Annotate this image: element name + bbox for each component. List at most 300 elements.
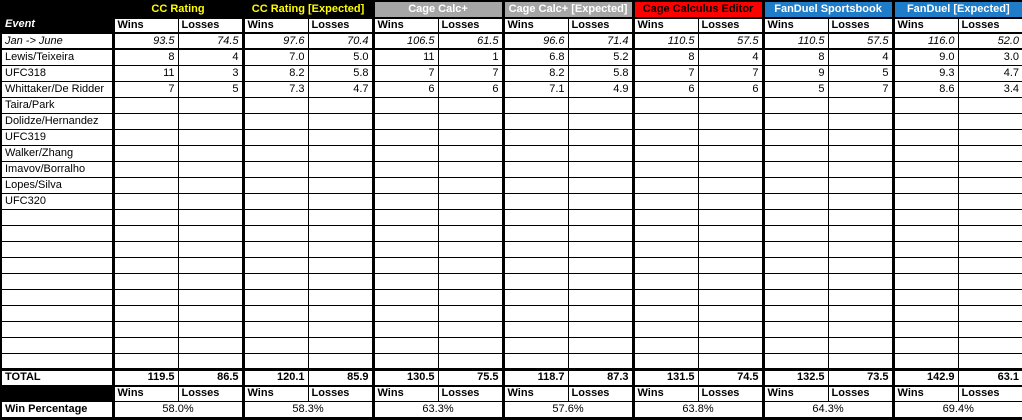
losses-cell[interactable] [698, 337, 763, 353]
wins-cell[interactable]: 7.1 [503, 81, 568, 97]
losses-cell[interactable] [568, 97, 633, 113]
wins-cell[interactable]: 8.2 [243, 65, 308, 81]
losses-cell[interactable] [308, 321, 373, 337]
losses-cell[interactable] [178, 273, 243, 289]
wins-cell[interactable] [763, 353, 828, 369]
total-losses-cell[interactable]: 73.5 [828, 369, 893, 386]
wins-cell[interactable] [113, 289, 178, 305]
wins-cell[interactable] [503, 305, 568, 321]
losses-cell[interactable] [828, 241, 893, 257]
wins-cell[interactable] [113, 129, 178, 145]
wins-cell[interactable] [633, 225, 698, 241]
wins-cell[interactable] [763, 145, 828, 161]
losses-cell[interactable] [958, 257, 1022, 273]
losses-cell[interactable] [568, 161, 633, 177]
losses-cell[interactable] [178, 145, 243, 161]
losses-cell[interactable] [178, 161, 243, 177]
losses-cell[interactable] [438, 353, 503, 369]
losses-cell[interactable] [958, 113, 1022, 129]
wins-cell[interactable] [893, 273, 958, 289]
losses-cell[interactable] [308, 257, 373, 273]
losses-cell[interactable] [828, 161, 893, 177]
losses-cell[interactable] [178, 241, 243, 257]
losses-cell[interactable] [438, 161, 503, 177]
losses-cell[interactable] [438, 257, 503, 273]
losses-cell[interactable] [568, 321, 633, 337]
wins-cell[interactable]: 97.6 [243, 33, 308, 49]
event-label-blank[interactable] [1, 241, 113, 257]
losses-cell[interactable]: 4 [828, 49, 893, 65]
wins-cell[interactable] [373, 257, 438, 273]
wins-cell[interactable]: 8 [763, 49, 828, 65]
wins-cell[interactable] [113, 113, 178, 129]
wins-cell[interactable] [113, 337, 178, 353]
losses-cell[interactable] [828, 321, 893, 337]
event-label-imavov-borralho[interactable]: Imavov/Borralho [1, 161, 113, 177]
wins-cell[interactable] [243, 97, 308, 113]
losses-cell[interactable] [698, 353, 763, 369]
wins-cell[interactable] [763, 225, 828, 241]
losses-cell[interactable] [568, 305, 633, 321]
wins-cell[interactable] [893, 209, 958, 225]
losses-cell[interactable] [698, 97, 763, 113]
losses-header[interactable]: Losses [178, 386, 243, 401]
losses-cell[interactable] [958, 305, 1022, 321]
losses-cell[interactable] [698, 273, 763, 289]
wins-cell[interactable]: 106.5 [373, 33, 438, 49]
losses-cell[interactable]: 6 [438, 81, 503, 97]
losses-cell[interactable] [568, 209, 633, 225]
losses-cell[interactable] [308, 193, 373, 209]
losses-cell[interactable] [438, 289, 503, 305]
losses-cell[interactable] [958, 337, 1022, 353]
wins-cell[interactable] [373, 193, 438, 209]
wins-header[interactable]: Wins [633, 18, 698, 33]
losses-cell[interactable]: 6 [698, 81, 763, 97]
event-label-blank[interactable] [1, 225, 113, 241]
wins-cell[interactable] [503, 353, 568, 369]
wins-cell[interactable] [113, 177, 178, 193]
event-label-dolidze-hernandez[interactable]: Dolidze/Hernandez [1, 113, 113, 129]
wins-cell[interactable] [373, 177, 438, 193]
losses-cell[interactable] [308, 337, 373, 353]
wins-cell[interactable] [893, 257, 958, 273]
wins-cell[interactable] [503, 161, 568, 177]
wins-cell[interactable] [763, 273, 828, 289]
wins-cell[interactable] [113, 209, 178, 225]
losses-cell[interactable] [178, 193, 243, 209]
wins-cell[interactable] [503, 97, 568, 113]
wins-cell[interactable] [763, 305, 828, 321]
losses-header[interactable]: Losses [958, 386, 1022, 401]
total-wins-cell[interactable]: 132.5 [763, 369, 828, 386]
wins-cell[interactable] [113, 193, 178, 209]
losses-header[interactable]: Losses [178, 18, 243, 33]
losses-cell[interactable] [438, 305, 503, 321]
wins-cell[interactable] [373, 225, 438, 241]
wins-cell[interactable] [503, 321, 568, 337]
losses-cell[interactable] [438, 241, 503, 257]
event-label-blank[interactable] [1, 273, 113, 289]
wins-cell[interactable] [373, 241, 438, 257]
wins-cell[interactable] [113, 353, 178, 369]
losses-cell[interactable] [178, 289, 243, 305]
losses-cell[interactable]: 4.7 [958, 65, 1022, 81]
losses-cell[interactable] [568, 193, 633, 209]
wins-cell[interactable] [113, 97, 178, 113]
wins-cell[interactable] [113, 305, 178, 321]
losses-cell[interactable] [958, 225, 1022, 241]
wins-cell[interactable] [243, 113, 308, 129]
wins-cell[interactable] [243, 193, 308, 209]
losses-cell[interactable] [698, 145, 763, 161]
losses-cell[interactable] [958, 177, 1022, 193]
losses-cell[interactable] [958, 353, 1022, 369]
event-label-lopes-silva[interactable]: Lopes/Silva [1, 177, 113, 193]
wins-cell[interactable] [893, 161, 958, 177]
wins-cell[interactable] [113, 257, 178, 273]
total-wins-cell[interactable]: 119.5 [113, 369, 178, 386]
losses-cell[interactable] [698, 257, 763, 273]
losses-cell[interactable] [308, 209, 373, 225]
footer-spacer-cell[interactable] [1, 386, 113, 401]
wins-cell[interactable]: 6 [633, 81, 698, 97]
wins-header[interactable]: Wins [893, 386, 958, 401]
losses-cell[interactable] [698, 129, 763, 145]
losses-cell[interactable] [308, 353, 373, 369]
wins-cell[interactable] [113, 273, 178, 289]
wins-cell[interactable] [763, 193, 828, 209]
wins-cell[interactable] [633, 193, 698, 209]
total-wins-cell[interactable]: 118.7 [503, 369, 568, 386]
total-losses-cell[interactable]: 86.5 [178, 369, 243, 386]
event-label-blank[interactable] [1, 353, 113, 369]
total-wins-cell[interactable]: 131.5 [633, 369, 698, 386]
losses-cell[interactable]: 4.7 [308, 81, 373, 97]
losses-header[interactable]: Losses [828, 18, 893, 33]
losses-cell[interactable] [568, 145, 633, 161]
wins-cell[interactable] [633, 113, 698, 129]
wins-cell[interactable] [763, 321, 828, 337]
losses-cell[interactable] [828, 209, 893, 225]
wins-header[interactable]: Wins [763, 18, 828, 33]
total-wins-cell[interactable]: 130.5 [373, 369, 438, 386]
losses-cell[interactable]: 70.4 [308, 33, 373, 49]
wins-header[interactable]: Wins [503, 18, 568, 33]
group-header-cage-calculus-editor[interactable]: Cage Calculus Editor [633, 1, 763, 18]
losses-cell[interactable] [828, 289, 893, 305]
wins-cell[interactable]: 8 [633, 49, 698, 65]
wins-cell[interactable] [893, 193, 958, 209]
losses-cell[interactable]: 5.8 [308, 65, 373, 81]
losses-cell[interactable] [698, 177, 763, 193]
losses-cell[interactable] [568, 273, 633, 289]
losses-cell[interactable] [698, 193, 763, 209]
wins-cell[interactable] [763, 337, 828, 353]
losses-cell[interactable] [568, 257, 633, 273]
losses-cell[interactable] [308, 241, 373, 257]
losses-cell[interactable] [308, 145, 373, 161]
wins-cell[interactable] [503, 337, 568, 353]
losses-header[interactable]: Losses [438, 386, 503, 401]
losses-cell[interactable] [828, 305, 893, 321]
losses-header[interactable]: Losses [958, 18, 1022, 33]
losses-cell[interactable] [178, 209, 243, 225]
losses-cell[interactable] [438, 113, 503, 129]
event-label-taira-park[interactable]: Taira/Park [1, 97, 113, 113]
wins-cell[interactable]: 7 [633, 65, 698, 81]
losses-cell[interactable]: 57.5 [698, 33, 763, 49]
wins-cell[interactable] [763, 113, 828, 129]
wins-cell[interactable] [633, 289, 698, 305]
losses-cell[interactable]: 4 [698, 49, 763, 65]
total-losses-cell[interactable]: 75.5 [438, 369, 503, 386]
losses-cell[interactable] [958, 273, 1022, 289]
losses-cell[interactable] [438, 321, 503, 337]
losses-header[interactable]: Losses [568, 18, 633, 33]
group-header-cc-rating[interactable]: CC Rating [113, 1, 243, 18]
win-percentage-cell[interactable]: 58.0% [113, 401, 243, 418]
losses-cell[interactable]: 61.5 [438, 33, 503, 49]
losses-cell[interactable] [178, 337, 243, 353]
wins-cell[interactable] [893, 337, 958, 353]
wins-cell[interactable] [113, 225, 178, 241]
losses-cell[interactable] [178, 97, 243, 113]
losses-cell[interactable]: 3 [178, 65, 243, 81]
losses-cell[interactable] [308, 97, 373, 113]
wins-cell[interactable] [373, 353, 438, 369]
losses-cell[interactable]: 57.5 [828, 33, 893, 49]
losses-cell[interactable]: 7 [828, 81, 893, 97]
wins-header[interactable]: Wins [373, 18, 438, 33]
losses-cell[interactable]: 5 [178, 81, 243, 97]
event-label-lewis-teixeira[interactable]: Lewis/Teixeira [1, 49, 113, 65]
wins-cell[interactable] [633, 129, 698, 145]
losses-cell[interactable] [438, 177, 503, 193]
win-percentage-cell[interactable]: 64.3% [763, 401, 893, 418]
wins-cell[interactable] [243, 289, 308, 305]
wins-cell[interactable] [503, 193, 568, 209]
losses-cell[interactable] [178, 225, 243, 241]
losses-cell[interactable] [828, 177, 893, 193]
wins-header[interactable]: Wins [113, 386, 178, 401]
losses-cell[interactable] [828, 257, 893, 273]
wins-cell[interactable] [373, 209, 438, 225]
losses-cell[interactable] [438, 129, 503, 145]
wins-cell[interactable]: 110.5 [633, 33, 698, 49]
wins-cell[interactable] [763, 209, 828, 225]
wins-cell[interactable]: 8.6 [893, 81, 958, 97]
wins-cell[interactable] [893, 129, 958, 145]
wins-cell[interactable] [243, 241, 308, 257]
losses-cell[interactable] [568, 129, 633, 145]
losses-cell[interactable] [438, 193, 503, 209]
wins-header[interactable]: Wins [373, 386, 438, 401]
total-losses-cell[interactable]: 87.3 [568, 369, 633, 386]
wins-cell[interactable] [243, 257, 308, 273]
losses-cell[interactable] [438, 337, 503, 353]
losses-header[interactable]: Losses [568, 386, 633, 401]
wins-cell[interactable]: 9.0 [893, 49, 958, 65]
wins-cell[interactable] [763, 177, 828, 193]
losses-cell[interactable] [438, 273, 503, 289]
wins-cell[interactable] [373, 145, 438, 161]
wins-cell[interactable] [633, 353, 698, 369]
event-label-ufc320[interactable]: UFC320 [1, 193, 113, 209]
total-losses-cell[interactable]: 74.5 [698, 369, 763, 386]
losses-cell[interactable] [698, 161, 763, 177]
win-percentage-cell[interactable]: 63.3% [373, 401, 503, 418]
wins-cell[interactable] [243, 129, 308, 145]
losses-cell[interactable] [438, 97, 503, 113]
wins-cell[interactable] [763, 241, 828, 257]
total-losses-cell[interactable]: 85.9 [308, 369, 373, 386]
total-label[interactable]: TOTAL [1, 369, 113, 386]
wins-cell[interactable]: 7.0 [243, 49, 308, 65]
wins-header[interactable]: Wins [763, 386, 828, 401]
wins-cell[interactable] [893, 353, 958, 369]
losses-cell[interactable]: 7 [698, 65, 763, 81]
event-label-blank[interactable] [1, 337, 113, 353]
losses-cell[interactable]: 4 [178, 49, 243, 65]
wins-cell[interactable] [633, 177, 698, 193]
wins-cell[interactable] [633, 257, 698, 273]
losses-cell[interactable] [958, 145, 1022, 161]
event-label-blank[interactable] [1, 209, 113, 225]
losses-cell[interactable] [568, 337, 633, 353]
losses-cell[interactable] [958, 129, 1022, 145]
wins-cell[interactable] [503, 113, 568, 129]
losses-cell[interactable] [698, 241, 763, 257]
losses-cell[interactable] [958, 289, 1022, 305]
losses-cell[interactable] [308, 129, 373, 145]
event-column-header[interactable]: Event [1, 1, 113, 33]
losses-cell[interactable]: 1 [438, 49, 503, 65]
wins-cell[interactable] [503, 241, 568, 257]
event-label-ufc319[interactable]: UFC319 [1, 129, 113, 145]
wins-cell[interactable] [893, 321, 958, 337]
losses-header[interactable]: Losses [828, 386, 893, 401]
group-header-fanduel-expected[interactable]: FanDuel [Expected] [893, 1, 1022, 18]
wins-cell[interactable] [243, 145, 308, 161]
wins-cell[interactable] [633, 321, 698, 337]
losses-cell[interactable]: 5.2 [568, 49, 633, 65]
wins-cell[interactable] [373, 289, 438, 305]
wins-cell[interactable]: 9.3 [893, 65, 958, 81]
event-label-blank[interactable] [1, 257, 113, 273]
wins-header[interactable]: Wins [243, 386, 308, 401]
wins-header[interactable]: Wins [243, 18, 308, 33]
wins-cell[interactable] [243, 305, 308, 321]
wins-cell[interactable] [503, 145, 568, 161]
wins-cell[interactable] [243, 225, 308, 241]
event-label-ufc318[interactable]: UFC318 [1, 65, 113, 81]
losses-cell[interactable] [958, 97, 1022, 113]
wins-cell[interactable]: 7.3 [243, 81, 308, 97]
wins-cell[interactable] [503, 177, 568, 193]
wins-cell[interactable] [243, 321, 308, 337]
losses-header[interactable]: Losses [308, 18, 373, 33]
losses-cell[interactable] [958, 321, 1022, 337]
event-label-whittaker-de-ridder[interactable]: Whittaker/De Ridder [1, 81, 113, 97]
losses-cell[interactable] [308, 225, 373, 241]
losses-cell[interactable] [828, 225, 893, 241]
wins-cell[interactable] [763, 257, 828, 273]
wins-cell[interactable]: 5 [763, 81, 828, 97]
wins-cell[interactable] [633, 337, 698, 353]
wins-cell[interactable] [373, 97, 438, 113]
wins-cell[interactable] [503, 209, 568, 225]
losses-cell[interactable] [958, 241, 1022, 257]
losses-cell[interactable] [178, 257, 243, 273]
wins-cell[interactable] [893, 241, 958, 257]
losses-cell[interactable]: 52.0 [958, 33, 1022, 49]
losses-cell[interactable] [178, 129, 243, 145]
group-header-cage-calc[interactable]: Cage Calc+ [373, 1, 503, 18]
losses-cell[interactable] [308, 113, 373, 129]
losses-cell[interactable] [308, 177, 373, 193]
event-label-blank[interactable] [1, 321, 113, 337]
losses-cell[interactable] [568, 353, 633, 369]
total-losses-cell[interactable]: 63.1 [958, 369, 1022, 386]
losses-cell[interactable] [828, 145, 893, 161]
wins-cell[interactable] [763, 289, 828, 305]
wins-cell[interactable] [243, 337, 308, 353]
losses-cell[interactable] [958, 193, 1022, 209]
losses-cell[interactable] [568, 177, 633, 193]
wins-cell[interactable] [893, 177, 958, 193]
losses-cell[interactable]: 74.5 [178, 33, 243, 49]
wins-cell[interactable] [763, 161, 828, 177]
wins-header[interactable]: Wins [113, 18, 178, 33]
wins-cell[interactable] [243, 177, 308, 193]
losses-cell[interactable] [828, 353, 893, 369]
losses-cell[interactable] [958, 209, 1022, 225]
losses-cell[interactable] [828, 273, 893, 289]
wins-cell[interactable] [633, 241, 698, 257]
wins-cell[interactable]: 8 [113, 49, 178, 65]
losses-cell[interactable] [438, 225, 503, 241]
wins-cell[interactable] [373, 337, 438, 353]
wins-cell[interactable] [503, 289, 568, 305]
losses-cell[interactable] [308, 273, 373, 289]
win-percentage-cell[interactable]: 63.8% [633, 401, 763, 418]
losses-cell[interactable] [698, 321, 763, 337]
losses-cell[interactable] [438, 145, 503, 161]
wins-cell[interactable]: 7 [113, 81, 178, 97]
losses-cell[interactable]: 5.8 [568, 65, 633, 81]
wins-cell[interactable] [633, 161, 698, 177]
losses-header[interactable]: Losses [698, 18, 763, 33]
wins-cell[interactable] [373, 161, 438, 177]
wins-cell[interactable] [243, 273, 308, 289]
losses-cell[interactable] [178, 353, 243, 369]
wins-cell[interactable] [763, 129, 828, 145]
wins-header[interactable]: Wins [503, 386, 568, 401]
wins-cell[interactable]: 110.5 [763, 33, 828, 49]
group-header-cc-rating-expected[interactable]: CC Rating [Expected] [243, 1, 373, 18]
losses-cell[interactable] [698, 209, 763, 225]
losses-cell[interactable] [178, 321, 243, 337]
event-label-blank[interactable] [1, 305, 113, 321]
losses-cell[interactable]: 5.0 [308, 49, 373, 65]
wins-cell[interactable] [373, 321, 438, 337]
wins-cell[interactable] [113, 145, 178, 161]
wins-cell[interactable] [763, 97, 828, 113]
wins-cell[interactable]: 96.6 [503, 33, 568, 49]
wins-cell[interactable]: 116.0 [893, 33, 958, 49]
total-wins-cell[interactable]: 120.1 [243, 369, 308, 386]
